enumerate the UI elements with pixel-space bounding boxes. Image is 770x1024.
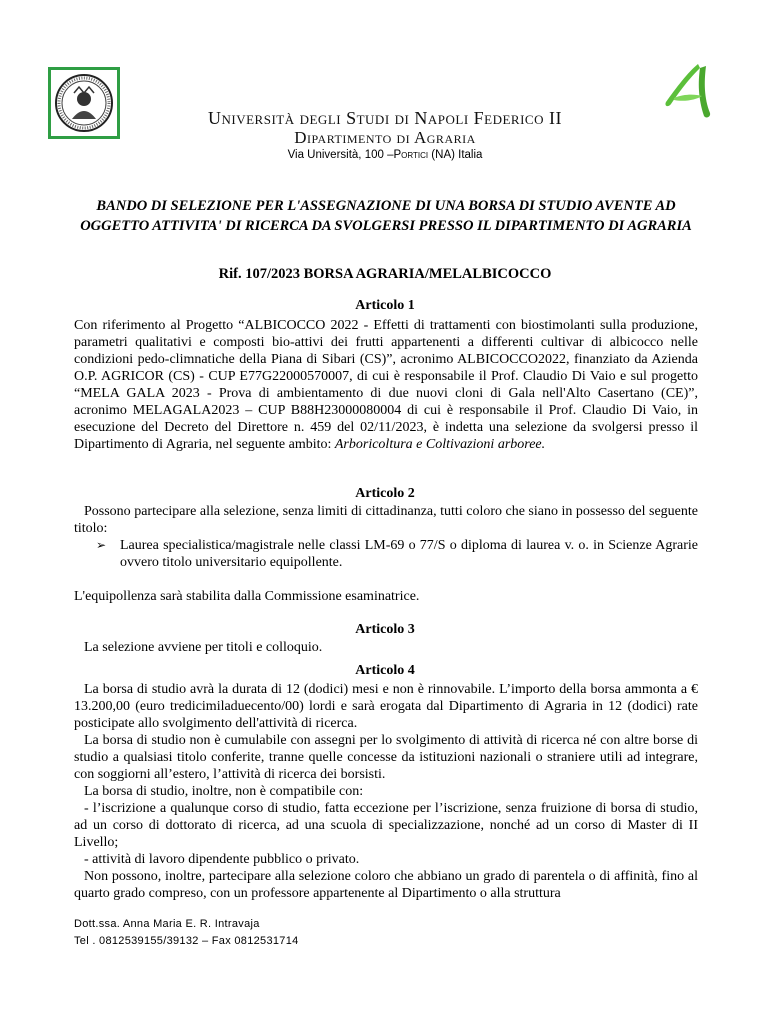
arrow-bullet-icon: ➢ <box>96 538 107 552</box>
requirement-text: Laurea specialistica/magistrale nelle classi LM-69 o 77/S o diploma di laurea v. o. in Scienze Agrarie ovvero titolo universitario equipollente. <box>120 538 698 570</box>
university-name: Università degli Studi di Napoli Federico II <box>208 108 562 128</box>
articolo-2-heading: Articolo 2 <box>355 486 415 501</box>
articolo-1-text <box>74 317 698 453</box>
department-name: Dipartimento di Agraria <box>294 128 476 147</box>
document-title: BANDO DI SELEZIONE PER L'ASSEGNAZIONE DI UNA BORSA DI STUDIO AVENTE AD OGGETTO ATTIVITA' DI RICERCA DA SVOLGERSI PRESSO IL DIPARTIMENTO DI AGRARIA <box>80 198 692 234</box>
articolo-1-body: Con riferimento al Progetto “ALBICOCCO 2022 - Effetti di trattamenti con biostimolanti sulla produzione, parametri qualitativi e composti bio-attivi dei frutti appartenenti a differenti cultivar di albicocco nelle condizioni pedo-climnatiche della Piana di Sibari (CS)”, acronimo ALBICOCCO2022, finanziato da Azienda O.P. AGRICOR (CS) - CUP E77G22000570007, di cui è responsabile il Prof. Claudio Di Vaio e sul progetto “MELA GALA 2023 - Prova di ambientamento di due nuovi cloni di Gala nell'Alto Casertano (CE)”, acronimo MELAGALA2023 – CUP B88H23000080004 di cui è responsabile il Prof. Claudio Di Vaio, in esecuzione del Decreto del Direttore n. 459 del 02/11/2023, è indetta una selezione da svolgersi presso il Dipartimento di Agraria, nel seguente ambito: <box>74 318 698 452</box>
articolo-4-p3: La borsa di studio, inoltre, non è compatibile con: <box>84 784 364 799</box>
articolo-4-p4: - l’iscrizione a qualunque corso di studio, fatta eccezione per l’iscrizione, senza fruizione di borsa di studio, ad un corso di dottorato di ricerca, ad una scuola di specializzazione, nonché ad un corso di Master di II Livello; <box>74 801 698 850</box>
articolo-1-heading: Articolo 1 <box>355 298 415 313</box>
footer-name: Dott.ssa. Anna Maria E. R. Intravaja <box>74 918 260 930</box>
reference-number: Rif. 107/2023 BORSA AGRARIA/MELALBICOCCO <box>218 266 552 282</box>
requirement-bullet <box>96 537 698 571</box>
address-city: Portici <box>393 149 429 161</box>
articolo-4-p5: - attività di lavoro dipendente pubblico o privato. <box>84 852 360 867</box>
articolo-3-heading: Articolo 3 <box>355 622 415 637</box>
articolo-1-ambito: Arboricoltura e Coltivazioni arboree. <box>334 437 546 452</box>
address-country: (NA) Italia <box>428 149 483 161</box>
equipollenza-text: L'equipollenza sarà stabilita dalla Commissione esaminatrice. <box>74 589 420 604</box>
articolo-3-text: La selezione avviene per titoli e colloquio. <box>84 640 323 655</box>
articolo-2-text: Possono partecipare alla selezione, senza limiti di cittadinanza, tutti coloro che siano in possesso del seguente titolo: <box>74 504 698 536</box>
articolo-4-heading: Articolo 4 <box>355 663 415 678</box>
footer-phone: Tel . 0812539155/39132 – Fax 0812531714 <box>74 935 299 947</box>
address-street: Via Università, 100 – <box>287 149 394 161</box>
articolo-4-p6: Non possono, inoltre, partecipare alla selezione coloro che abbiano un grado di parentela o di affinità, fino al quarto grado compreso, con un professore appartenente al Dipartimento o alla struttura <box>74 869 698 901</box>
address <box>0 149 770 161</box>
articolo-4-p1: La borsa di studio avrà la durata di 12 (dodici) mesi e non è rinnovabile. L’importo della borsa ammonta a € 13.200,00 (euro tredicimiladuecento/00) lordi e sarà erogata dal Dipartimento di Agraria in 12 (dodici) rate posticipate allo svolgimento dell'attività di ricerca. <box>74 682 698 731</box>
articolo-4-p2: La borsa di studio non è cumulabile con assegni per lo svolgimento di attività di ricerca né con altre borse di studio a qualsiasi titolo conferite, tranne quelle concesse da istituzioni nazionali o straniere utili ad integrare, con soggiorni all’estero, l’attività di ricerca dei borsisti. <box>74 733 698 782</box>
